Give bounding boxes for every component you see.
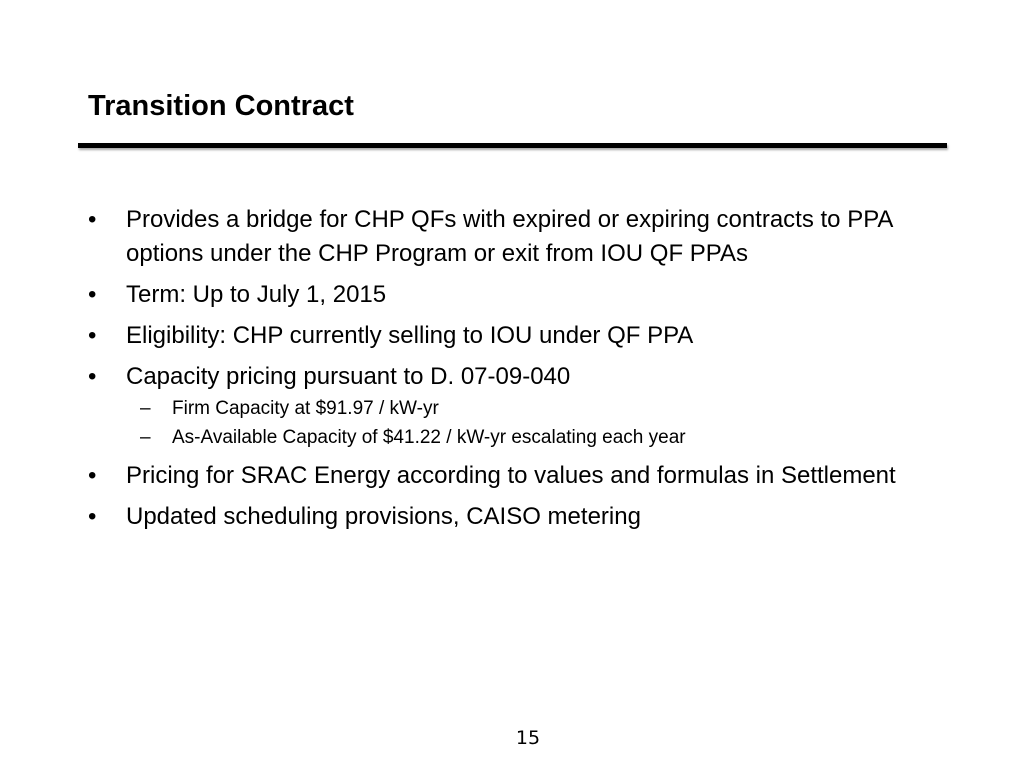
bullet-item [88, 319, 918, 353]
page-number: 15 [515, 727, 541, 749]
bullet-marker: • [88, 462, 97, 489]
bullet-item [88, 203, 918, 271]
sub-bullet-list [126, 394, 918, 452]
sub-bullet-text: As-Available Capacity of $41.22 / kW-yr escalating each year [172, 427, 686, 448]
sub-bullet-marker: – [140, 427, 151, 448]
sub-bullet-item [126, 394, 918, 423]
bullet-marker: • [88, 503, 97, 530]
slide-title: Transition Contract [88, 90, 354, 122]
bullet-marker: • [88, 322, 97, 349]
bullet-text: Eligibility: CHP currently selling to IOU under QF PPA [126, 322, 694, 349]
bullet-text: Term: Up to July 1, 2015 [126, 281, 387, 308]
bullet-marker: • [88, 363, 97, 390]
bullet-text: Pricing for SRAC Energy according to values and formulas in Settlement [126, 462, 896, 489]
bullet-item [88, 360, 918, 452]
bullet-text: Updated scheduling provisions, CAISO metering [126, 503, 641, 530]
bullet-item [88, 459, 918, 493]
bullet-list [88, 203, 918, 541]
sub-bullet-item [126, 423, 918, 452]
title-divider [78, 143, 947, 148]
bullet-marker: • [88, 206, 97, 233]
sub-bullet-text: Firm Capacity at $91.97 / kW-yr [172, 398, 439, 419]
bullet-item [88, 278, 918, 312]
bullet-marker: • [88, 281, 97, 308]
sub-bullet-marker: – [140, 398, 151, 419]
bullet-text: Provides a bridge for CHP QFs with expired or expiring contracts to PPA options under the CHP Program or exit from IOU QF PPAs [126, 206, 893, 267]
bullet-text: Capacity pricing pursuant to D. 07-09-040 [126, 363, 571, 390]
bullet-item [88, 500, 918, 534]
